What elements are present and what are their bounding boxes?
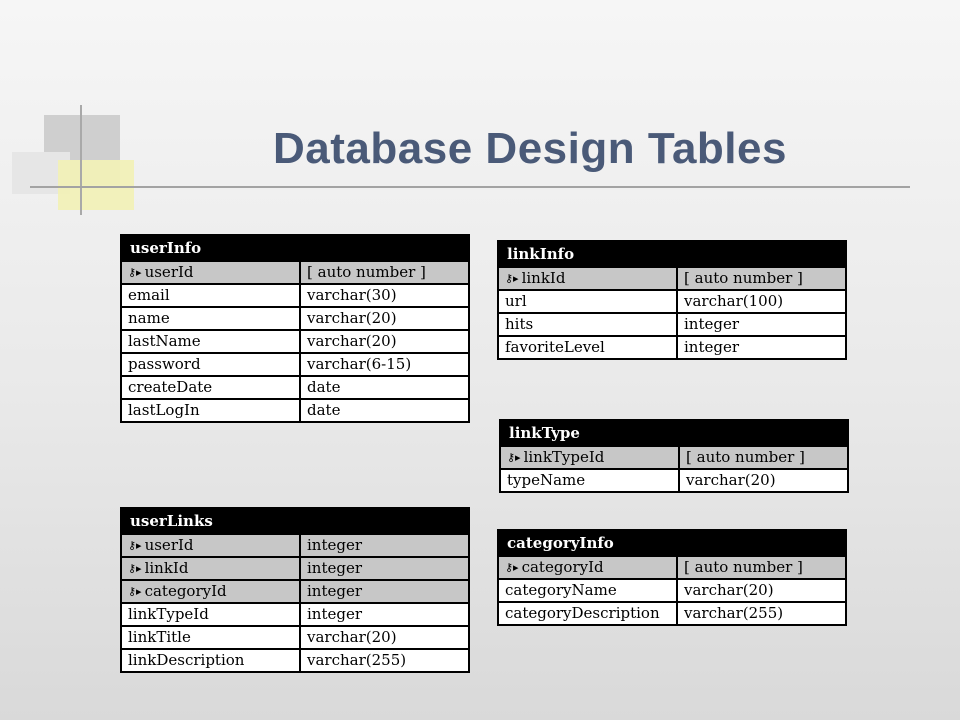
field-name-cell <box>121 261 300 284</box>
field-type: [ auto number ] <box>677 267 846 290</box>
table-linkType <box>499 419 849 493</box>
field-name: categoryName <box>505 581 617 599</box>
field-name: categoryDescription <box>505 604 660 622</box>
field-name: linkTypeId <box>128 605 209 623</box>
table-row <box>121 626 469 649</box>
field-name: password <box>128 355 201 373</box>
field-name: hits <box>505 315 534 333</box>
key-icon: ⚷▸ <box>505 560 519 574</box>
field-name: userId <box>144 262 194 281</box>
field-type: varchar(20) <box>679 469 848 492</box>
field-name-cell <box>121 534 300 557</box>
table-userInfo <box>120 234 470 423</box>
table-row <box>498 290 846 313</box>
field-type: date <box>300 376 469 399</box>
key-icon: ⚷▸ <box>128 584 142 598</box>
table-row <box>498 579 846 602</box>
table-row <box>121 284 469 307</box>
field-name: favoriteLevel <box>505 338 605 356</box>
field-type: varchar(100) <box>677 290 846 313</box>
table-row <box>121 399 469 422</box>
field-name-cell <box>121 557 300 580</box>
field-name: categoryId <box>144 581 227 600</box>
field-name: linkTypeId <box>523 447 605 466</box>
table-row <box>498 602 846 625</box>
primary-key-row <box>121 534 469 557</box>
table-row <box>121 603 469 626</box>
primary-key-row <box>498 267 846 290</box>
field-name-cell <box>121 284 300 307</box>
table-row <box>500 469 848 492</box>
field-type: varchar(255) <box>300 649 469 672</box>
field-type: [ auto number ] <box>679 446 848 469</box>
field-name-cell <box>121 307 300 330</box>
field-name: linkId <box>144 558 189 577</box>
table-header: userLinks <box>121 508 469 534</box>
field-type: [ auto number ] <box>677 556 846 579</box>
table-header: linkInfo <box>498 241 846 267</box>
key-icon: ⚷▸ <box>128 265 142 279</box>
field-name-cell <box>121 580 300 603</box>
field-type: varchar(30) <box>300 284 469 307</box>
table-header: linkType <box>500 420 848 446</box>
slide-title: Database Design Tables <box>273 124 787 173</box>
field-name-cell <box>498 556 677 579</box>
field-name-cell <box>498 579 677 602</box>
table-row <box>121 330 469 353</box>
field-name: name <box>128 309 170 327</box>
primary-key-row <box>121 580 469 603</box>
field-name: linkId <box>521 268 566 287</box>
decor-vertical-line <box>80 105 82 215</box>
field-type: varchar(6-15) <box>300 353 469 376</box>
primary-key-row <box>121 261 469 284</box>
field-name-cell <box>498 290 677 313</box>
field-name: typeName <box>507 471 586 489</box>
field-type: varchar(20) <box>300 626 469 649</box>
field-type: date <box>300 399 469 422</box>
key-icon: ⚷▸ <box>128 538 142 552</box>
primary-key-row <box>500 446 848 469</box>
field-type: [ auto number ] <box>300 261 469 284</box>
decor-square-yellow <box>58 160 134 210</box>
primary-key-row <box>498 556 846 579</box>
key-icon: ⚷▸ <box>505 271 519 285</box>
field-type: varchar(20) <box>677 579 846 602</box>
table-header: userInfo <box>121 235 469 261</box>
field-type: integer <box>300 534 469 557</box>
table-row <box>121 376 469 399</box>
field-name-cell <box>121 399 300 422</box>
field-type: integer <box>677 336 846 359</box>
field-name-cell <box>498 267 677 290</box>
field-name-cell <box>500 446 679 469</box>
field-name: categoryId <box>521 557 604 576</box>
table-userLinks <box>120 507 470 673</box>
table-header: categoryInfo <box>498 530 846 556</box>
title-underline <box>30 186 910 188</box>
field-name: userId <box>144 535 194 554</box>
field-type: varchar(20) <box>300 307 469 330</box>
field-name-cell <box>121 626 300 649</box>
field-name: createDate <box>128 378 213 396</box>
field-name: lastLogIn <box>128 401 200 419</box>
key-icon: ⚷▸ <box>507 450 521 464</box>
table-row <box>121 649 469 672</box>
field-type: integer <box>300 580 469 603</box>
field-type: varchar(20) <box>300 330 469 353</box>
table-row <box>121 353 469 376</box>
table-categoryInfo <box>497 529 847 626</box>
table-row <box>121 307 469 330</box>
field-name-cell <box>121 649 300 672</box>
field-name: linkTitle <box>128 628 191 646</box>
table-row <box>498 336 846 359</box>
field-type: integer <box>300 603 469 626</box>
field-name-cell <box>121 353 300 376</box>
field-type: varchar(255) <box>677 602 846 625</box>
field-name-cell <box>500 469 679 492</box>
primary-key-row <box>121 557 469 580</box>
table-linkInfo <box>497 240 847 360</box>
field-name-cell <box>121 330 300 353</box>
field-name: url <box>505 292 527 310</box>
field-name-cell <box>121 376 300 399</box>
key-icon: ⚷▸ <box>128 561 142 575</box>
field-name-cell <box>121 603 300 626</box>
field-name-cell <box>498 336 677 359</box>
field-type: integer <box>677 313 846 336</box>
field-name: linkDescription <box>128 651 245 669</box>
field-name: lastName <box>128 332 201 350</box>
field-type: integer <box>300 557 469 580</box>
field-name-cell <box>498 602 677 625</box>
field-name: email <box>128 286 170 304</box>
table-row <box>498 313 846 336</box>
field-name-cell <box>498 313 677 336</box>
